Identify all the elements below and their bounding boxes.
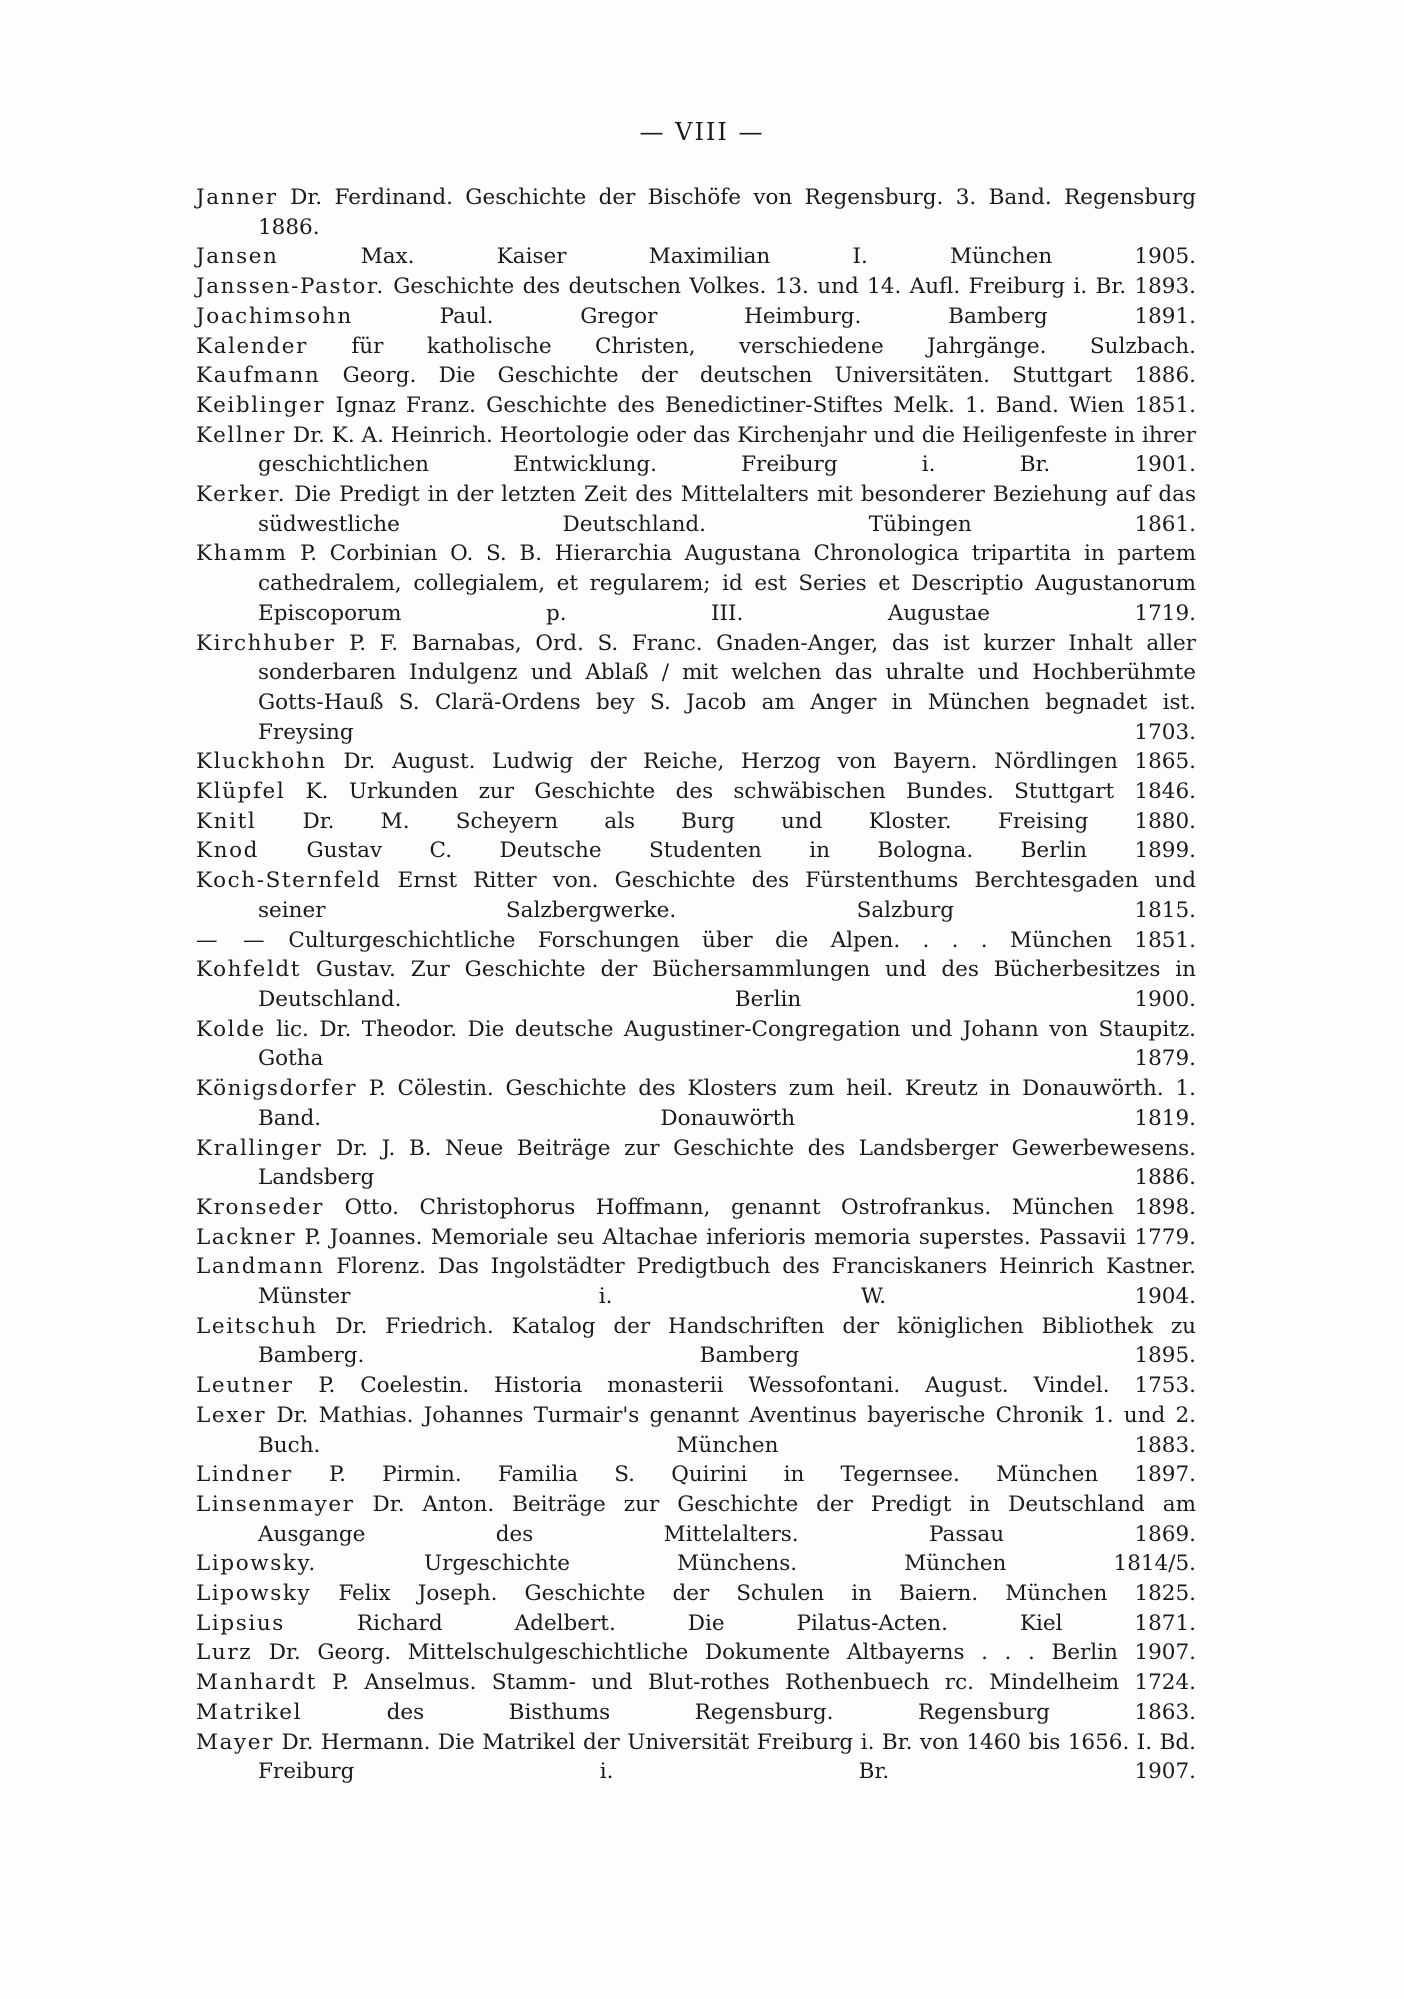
entry-place-year: Augustae 1719. xyxy=(887,600,1197,626)
entry-author: Leitschuh xyxy=(196,1313,318,1339)
bibliography-entry xyxy=(196,629,1196,748)
entry-author: Joachimsohn xyxy=(196,303,353,329)
entry-author: Kluckhohn xyxy=(196,749,327,775)
bibliography-entry xyxy=(196,1134,1196,1193)
entry-place-year: Freiburg i. Br. 1901. xyxy=(741,452,1197,478)
entry-author: Lackner xyxy=(196,1224,297,1250)
bibliography-entry xyxy=(196,332,1196,362)
bibliography-entry xyxy=(196,807,1196,837)
entry-author: Kirchhuber xyxy=(196,630,336,656)
entry-title: Gustav. Zur Geschichte der Büchersammlungen und des Bücherbesitzes in Deutschland. xyxy=(258,957,1196,1012)
bibliography-entry xyxy=(196,1252,1196,1311)
entry-place-year: Freiburg i. Br. 1893. xyxy=(968,274,1197,300)
bibliography-entry xyxy=(196,1638,1196,1668)
entry-title: Felix Joseph. Geschichte der Schulen in Baiern. xyxy=(311,1581,1006,1607)
entry-place-year: Wien 1851. xyxy=(1069,392,1196,418)
bibliography-entry xyxy=(196,955,1196,1014)
entry-author: Khamm xyxy=(196,541,288,567)
bibliography-entry xyxy=(196,777,1196,807)
entry-title: P. Anselmus. Stamm- und Blut-rothes Rothenbuech rc. xyxy=(316,1670,990,1696)
entry-title: Florenz. Das Ingolstädter Predigtbuch des Franciskaners Heinrich Kastner. xyxy=(324,1254,1196,1280)
bibliography-entry xyxy=(196,1193,1196,1223)
entry-author: Kalender xyxy=(196,333,308,359)
entry-place-year: Passavii 1779. xyxy=(1039,1224,1196,1250)
bibliography-entry xyxy=(196,1460,1196,1490)
entry-author: Linsenmayer xyxy=(196,1491,355,1517)
bibliography-entry xyxy=(196,866,1196,925)
entry-author: Krallinger xyxy=(196,1135,323,1161)
entry-place-year: Gotha 1879. xyxy=(258,1046,1196,1072)
bibliography-entry xyxy=(196,480,1196,539)
entry-title: Culturgeschichtliche Forschungen über die Alpen. . . . xyxy=(266,927,1010,953)
entry-title: P. F. Barnabas, Ord. S. Franc. Gnaden-Anger, das ist kurzer Inhalt aller sonderbaren Indulgenz und Ablaß / mit welchen das uhralte und Hochberühmte Gotts-Hauß S. Clarä-Ordens bey S. Jacob am Anger in München begnadet ist. xyxy=(258,630,1196,715)
bibliography-entry xyxy=(196,1371,1196,1401)
entry-author: Landmann xyxy=(196,1254,325,1280)
entry-place-year: Tübingen 1861. xyxy=(868,511,1196,537)
entry-place-year: Berlin 1900. xyxy=(734,986,1196,1012)
entry-place-year: Stuttgart 1886. xyxy=(1012,363,1196,389)
entry-place-year: Passau 1869. xyxy=(929,1521,1196,1547)
entry-place-year: Regensburg 1886. xyxy=(258,185,1196,240)
entry-title: P. Coelestin. Historia monasterii Wessofontani. August. Vindel. xyxy=(293,1373,1135,1399)
entry-author: Lexer xyxy=(196,1402,267,1428)
entry-author: Keiblinger xyxy=(196,392,326,418)
entry-title: Georg. Die Geschichte der deutschen Universitäten. xyxy=(320,363,1013,389)
entry-author: Leutner xyxy=(196,1373,294,1399)
entry-title: Geschichte des deutschen Volkes. 13. und 14. Aufl. xyxy=(384,274,969,300)
entry-author: Kronseder xyxy=(196,1194,325,1220)
entry-author: Janssen-Pastor. xyxy=(196,274,385,300)
entry-place-year: Regensburg 1863. xyxy=(917,1699,1196,1725)
entry-author: Koch-Sternfeld xyxy=(196,868,382,894)
entry-place-year: 1753. xyxy=(1134,1373,1196,1399)
entry-author: Kaufmann xyxy=(196,363,321,389)
entry-place-year: Berlin 1899. xyxy=(1020,838,1196,864)
entry-place-year: Bamberg 1891. xyxy=(948,303,1196,329)
entry-author: Lindner xyxy=(196,1462,293,1488)
bibliography-entry xyxy=(196,1609,1196,1639)
entry-title: Dr. Hermann. Die Matrikel der Universität Freiburg i. Br. von 1460 bis 1656. I. Bd. xyxy=(273,1729,1196,1755)
entry-author: Knitl xyxy=(196,808,257,834)
entry-place-year: München 1898. xyxy=(1011,1194,1196,1220)
entry-place-year: Freising 1880. xyxy=(997,808,1196,834)
entry-author: Kellner xyxy=(196,422,287,448)
bibliography-entry xyxy=(196,1668,1196,1698)
entry-author: Kolde xyxy=(196,1016,266,1042)
entry-title: P. Joannes. Memoriale seu Altachae inferioris memoria superstes. xyxy=(296,1224,1040,1250)
entry-title: Dr. Anton. Beiträge zur Geschichte der Predigt in Deutschland am Ausgange des Mittelalters. xyxy=(258,1491,1196,1547)
bibliography-entry xyxy=(196,302,1196,332)
entry-place-year: Sulzbach. xyxy=(1089,333,1196,359)
entry-author: Jansen xyxy=(196,244,279,270)
entry-title: P. Corbinian O. S. B. Hierarchia Augustana Chronologica tripartita in partem cathedralem, collegialem, et regularem; id est Series et Descriptio Augustanorum Episcoporum p. III. xyxy=(258,541,1196,626)
bibliography-entry xyxy=(196,1223,1196,1253)
bibliography-entry xyxy=(196,361,1196,391)
entry-author: Lipsius xyxy=(196,1610,285,1636)
entry-author: Lurz xyxy=(196,1640,253,1666)
entry-author: Kohfeldt xyxy=(196,957,302,983)
entry-place-year: München 1814/5. xyxy=(904,1551,1196,1577)
bibliography-entry xyxy=(196,1490,1196,1549)
entry-place-year: Freiburg i. Br. 1907. xyxy=(258,1759,1196,1785)
bibliography-entry xyxy=(196,272,1196,302)
entry-author: — — xyxy=(196,927,267,953)
bibliography-entry xyxy=(196,1728,1196,1787)
bibliography-entry xyxy=(196,1579,1196,1609)
bibliography-entry xyxy=(196,1015,1196,1074)
entry-author: Manhardt xyxy=(196,1670,317,1696)
entry-title: Gustav C. Deutsche Studenten in Bologna. xyxy=(259,838,1021,864)
bibliography-entry xyxy=(196,747,1196,777)
entry-title: Dr. August. Ludwig der Reiche, Herzog von Bayern. xyxy=(326,749,995,775)
entry-title: Dr. Mathias. Johannes Turmair's genannt Aventinus bayerische Chronik 1. und 2. Buch. xyxy=(258,1402,1196,1458)
entry-title: K. Urkunden zur Geschichte des schwäbischen Bundes. xyxy=(285,779,1015,805)
entry-place-year: Stuttgart 1846. xyxy=(1014,779,1196,805)
entry-title: Paul. Gregor Heimburg. xyxy=(352,303,949,329)
entry-place-year: Berlin 1907. xyxy=(1051,1640,1196,1666)
entry-place-year: München 1825. xyxy=(1005,1581,1196,1607)
entry-author: Matrikel xyxy=(196,1699,303,1725)
entry-title: für katholische Christen, verschiedene Jahrgänge. xyxy=(307,333,1090,359)
entry-title: P. Pirmin. Familia S. Quirini in Tegernsee. xyxy=(292,1462,997,1488)
bibliography-entry xyxy=(196,836,1196,866)
entry-place-year: München 1851. xyxy=(1009,927,1196,953)
entry-author: Knod xyxy=(196,838,260,864)
entry-author: Lipowsky. xyxy=(196,1551,317,1577)
bibliography-entry xyxy=(196,183,1196,242)
bibliography-entry xyxy=(196,242,1196,272)
entry-title: Urgeschichte Münchens. xyxy=(316,1551,905,1577)
entry-title: Richard Adelbert. Die Pilatus-Acten. xyxy=(284,1610,1020,1636)
entry-title: Dr. J. B. Neue Beiträge zur Geschichte des Landsberger Gewerbewesens. xyxy=(322,1135,1196,1161)
entry-title: Dr. Friedrich. Katalog der Handschriften der königlichen Bibliothek zu Bamberg. xyxy=(258,1313,1196,1369)
entry-author: Klüpfel xyxy=(196,779,286,805)
entry-title: Dr. Georg. Mittelschulgeschichtliche Dokumente Altbayerns . . . xyxy=(252,1640,1052,1666)
entry-author: Königsdorfer xyxy=(196,1076,358,1102)
entry-title: Ernst Ritter von. Geschichte des Fürstenthums Berchtesgaden und seiner Salzbergwerke. xyxy=(258,868,1196,923)
bibliography-entry xyxy=(196,391,1196,421)
entry-title: Otto. Christophorus Hoffmann, genannt Ostrofrankus. xyxy=(324,1194,1012,1220)
bibliography-entry xyxy=(196,926,1196,956)
page-number: — VIII — xyxy=(639,118,765,146)
entry-title: des Bisthums Regensburg. xyxy=(302,1699,918,1725)
bibliography-entry xyxy=(196,1074,1196,1133)
entry-author: Lipowsky xyxy=(196,1581,312,1607)
entry-place-year: Landsberg 1886. xyxy=(258,1165,1196,1191)
entry-place-year: Münster i. W. 1904. xyxy=(258,1284,1196,1310)
entry-title: lic. Dr. Theodor. Die deutsche Augustiner-Congregation und Johann von Staupitz. xyxy=(265,1016,1196,1042)
entry-title: Ignaz Franz. Geschichte des Benedictiner-Stiftes Melk. 1. Band. xyxy=(325,392,1070,418)
bibliography-entry xyxy=(196,421,1196,480)
entry-title: P. Cölestin. Geschichte des Klosters zum heil. Kreutz in Donauwörth. 1. Band. xyxy=(258,1076,1196,1131)
bibliography-list xyxy=(196,183,1196,1787)
entry-title: Max. Kaiser Maximilian I. xyxy=(278,244,951,270)
entry-title: Dr. K. A. Heinrich. Heortologie oder das Kirchenjahr und die Heiligenfeste in ihrer geschichtlichen Entwicklung. xyxy=(258,422,1196,478)
entry-title: Dr. M. Scheyern als Burg und Kloster. xyxy=(256,808,998,834)
entry-title: Dr. Ferdinand. Geschichte der Bischöfe von Regensburg. 3. Band. xyxy=(277,185,1065,210)
entry-author: Janner xyxy=(196,185,278,210)
bibliography-entry xyxy=(196,1401,1196,1460)
bibliography-entry xyxy=(196,1312,1196,1371)
bibliography-entry xyxy=(196,1698,1196,1728)
entry-place-year: Freysing 1703. xyxy=(258,719,1196,745)
entry-place-year: Bamberg 1895. xyxy=(699,1343,1196,1369)
entry-place-year: München 1905. xyxy=(950,244,1196,270)
entry-place-year: Donauwörth 1819. xyxy=(660,1105,1196,1131)
entry-place-year: München 1883. xyxy=(676,1432,1196,1458)
entry-author: Kerker. xyxy=(196,482,287,508)
entry-place-year: München 1897. xyxy=(996,1462,1196,1488)
entry-title: Die Predigt in der letzten Zeit des Mittelalters mit besonderer Beziehung auf das südwestliche Deutschland. xyxy=(258,482,1196,537)
entry-place-year: Nördlingen 1865. xyxy=(994,749,1196,775)
entry-place-year: Salzburg 1815. xyxy=(856,897,1196,923)
entry-place-year: Kiel 1871. xyxy=(1019,1610,1196,1636)
bibliography-entry xyxy=(196,1549,1196,1579)
bibliography-entry xyxy=(196,539,1196,628)
entry-author: Mayer xyxy=(196,1729,274,1755)
entry-place-year: Mindelheim 1724. xyxy=(989,1670,1196,1696)
